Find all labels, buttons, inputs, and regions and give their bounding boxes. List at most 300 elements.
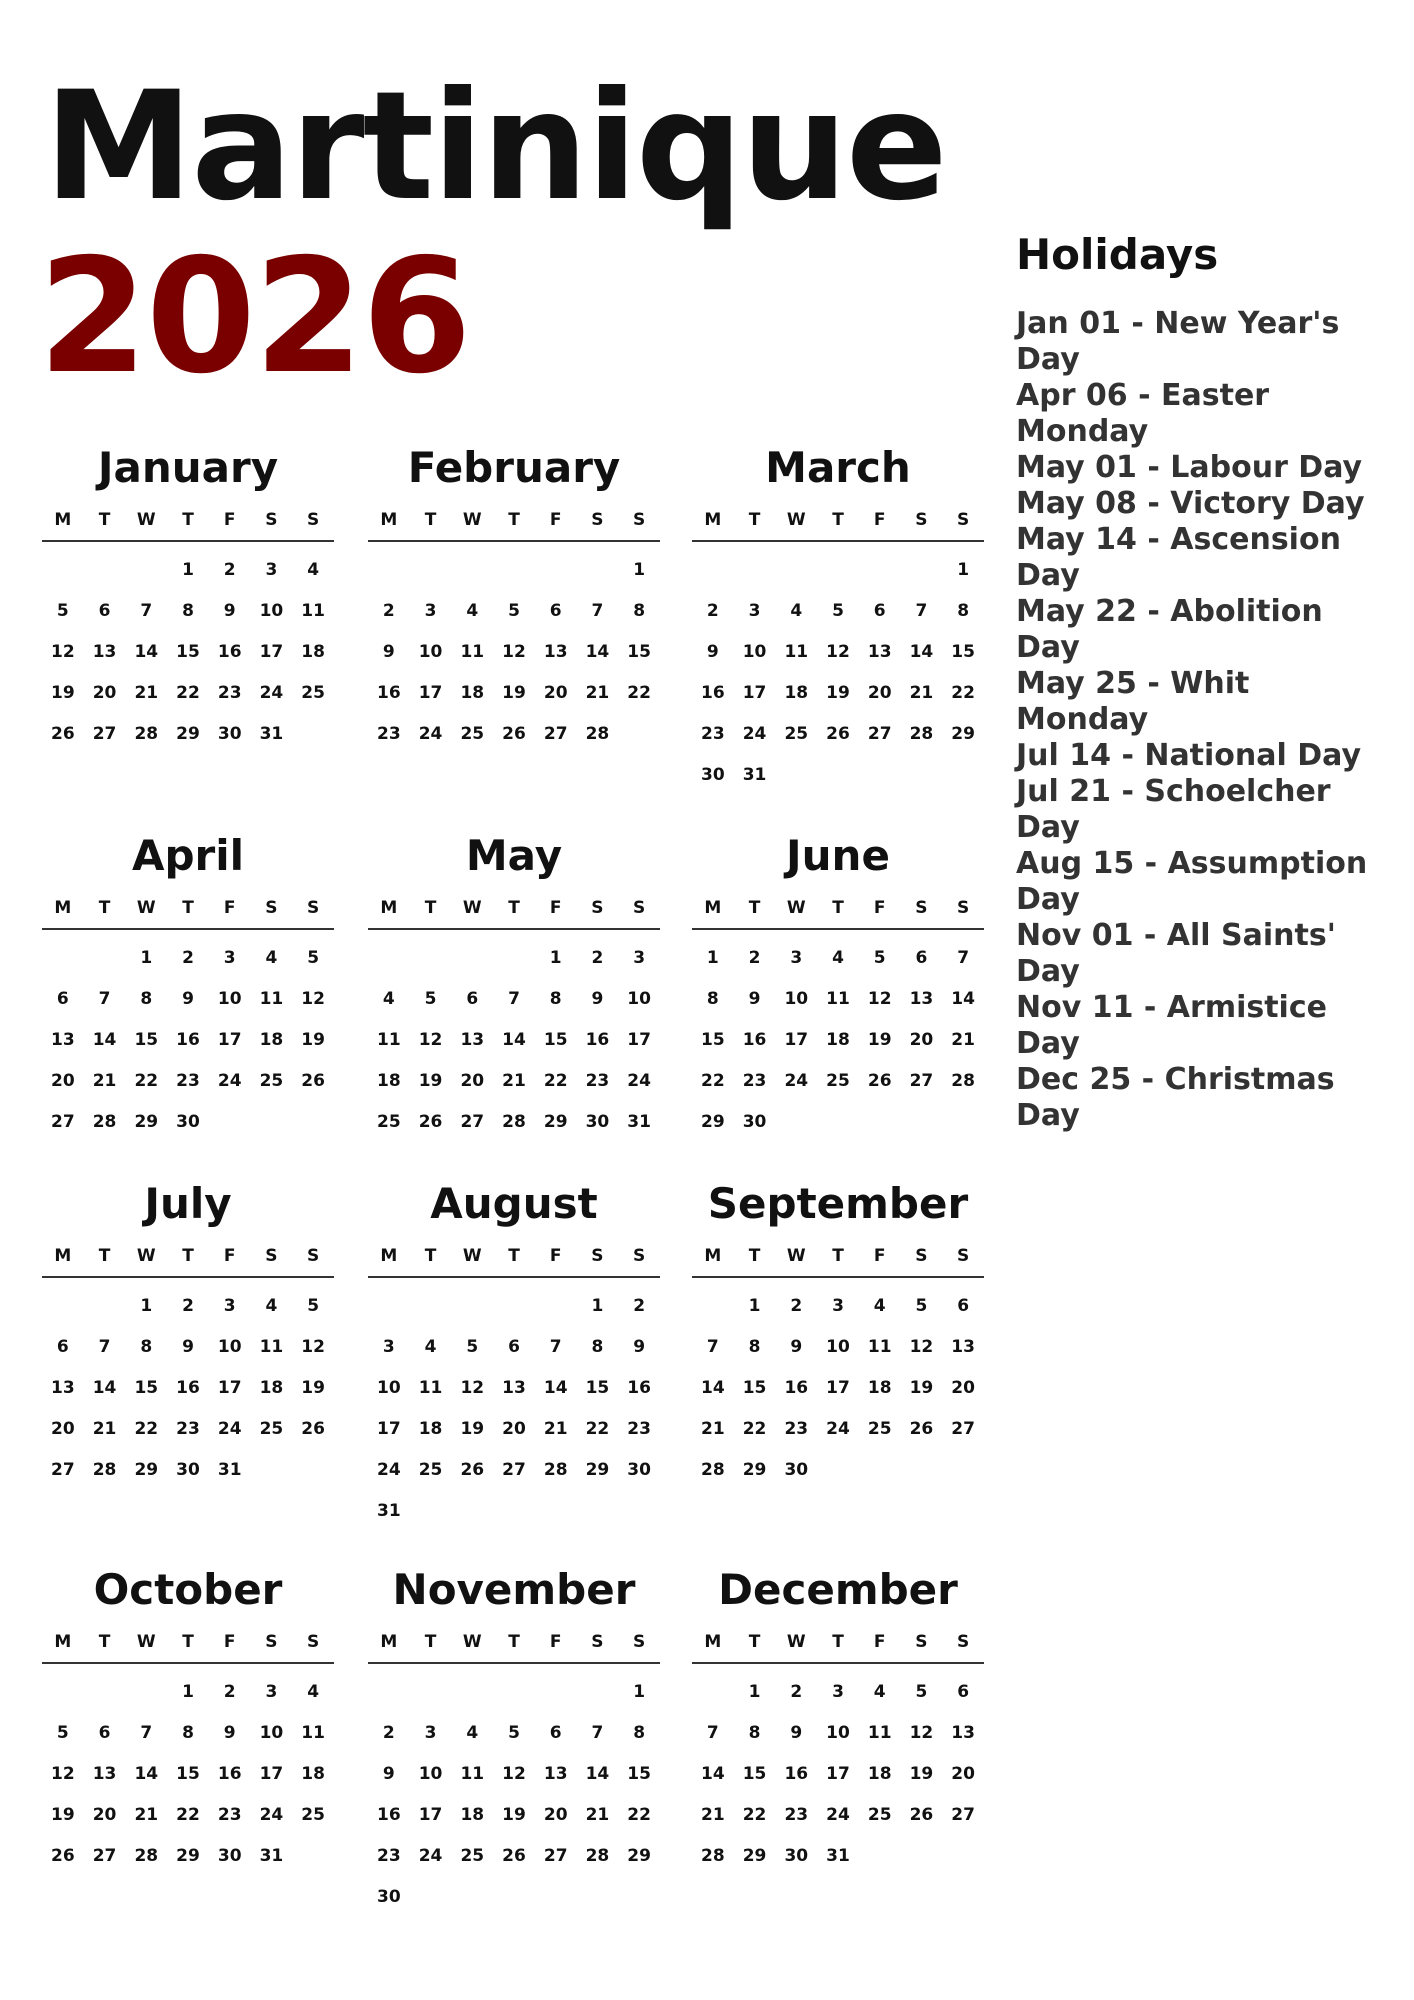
- day-cell: 30: [627, 1460, 651, 1480]
- day-cell: 7: [140, 601, 153, 621]
- month-april: [42, 828, 334, 1143]
- day-cell: 12: [826, 642, 850, 662]
- day-cell: 3: [748, 601, 761, 621]
- day-cell: 5: [915, 1296, 928, 1316]
- day-cell: 12: [909, 1337, 934, 1357]
- day-cell: 17: [784, 1030, 809, 1050]
- day-cell: 2: [790, 1682, 803, 1702]
- day-cell: 7: [706, 1337, 719, 1357]
- weekday-label: W: [136, 1246, 156, 1266]
- weekday-label: M: [54, 898, 72, 918]
- day-cell: 21: [134, 683, 159, 703]
- day-cell: 23: [701, 724, 725, 744]
- day-grid: [42, 1664, 334, 1877]
- calendar-year: 2026: [38, 225, 470, 409]
- day-cell: 18: [460, 683, 485, 703]
- weekday-label: F: [223, 1246, 236, 1266]
- day-cell: 30: [377, 1887, 401, 1907]
- day-cell: 10: [259, 601, 284, 621]
- day-cell: 16: [217, 1764, 242, 1784]
- day-cell: 16: [176, 1030, 200, 1050]
- day-cell: 20: [51, 1071, 75, 1091]
- month-name: March: [765, 443, 911, 492]
- day-cell: 6: [915, 948, 928, 968]
- day-cell: 4: [307, 560, 320, 580]
- day-cell: 2: [382, 1723, 395, 1743]
- empty-day-cell: [451, 1672, 493, 1713]
- day-cell: 9: [790, 1337, 803, 1357]
- day-cell: 27: [51, 1460, 75, 1480]
- day-cell: 17: [826, 1378, 850, 1398]
- day-cell: 7: [508, 989, 520, 1009]
- day-cell: 22: [543, 1071, 568, 1091]
- day-cell: 28: [543, 1460, 568, 1480]
- day-cell: 18: [377, 1071, 401, 1091]
- day-cell: 9: [223, 1723, 236, 1743]
- day-cell: 2: [633, 1296, 646, 1316]
- day-cell: 28: [909, 724, 934, 744]
- day-cell: 25: [826, 1071, 850, 1091]
- day-cell: 28: [502, 1112, 526, 1132]
- empty-day-cell: [692, 1286, 734, 1327]
- weekday-label: S: [915, 1246, 928, 1266]
- day-cell: 29: [742, 1846, 767, 1866]
- day-cell: 15: [134, 1378, 159, 1398]
- day-cell: 3: [382, 1337, 395, 1357]
- day-cell: 27: [92, 1846, 117, 1866]
- day-grid: [42, 930, 334, 1143]
- day-cell: 24: [784, 1071, 809, 1091]
- day-cell: 28: [92, 1460, 117, 1480]
- day-cell: 20: [543, 1805, 568, 1825]
- day-cell: 12: [51, 1764, 75, 1784]
- weekday-label: M: [380, 898, 398, 918]
- day-cell: 14: [701, 1764, 725, 1784]
- empty-day-cell: [817, 550, 859, 591]
- day-cell: 7: [140, 1723, 153, 1743]
- day-cell: 30: [176, 1112, 200, 1132]
- day-cell: 3: [223, 948, 236, 968]
- day-cell: 14: [134, 1764, 159, 1784]
- day-cell: 13: [92, 1764, 117, 1784]
- day-cell: 23: [585, 1071, 610, 1091]
- day-cell: 11: [784, 642, 809, 662]
- day-cell: 29: [742, 1460, 767, 1480]
- day-cell: 8: [706, 989, 719, 1009]
- day-cell: 7: [915, 601, 928, 621]
- empty-day-cell: [493, 938, 535, 979]
- weekday-label: M: [54, 1632, 72, 1652]
- weekday-label: T: [748, 1246, 761, 1266]
- day-grid: [692, 930, 984, 1143]
- day-cell: 18: [867, 1764, 892, 1784]
- day-cell: 8: [140, 1337, 153, 1357]
- day-cell: 30: [585, 1112, 610, 1132]
- day-cell: 26: [51, 1846, 75, 1866]
- day-cell: 19: [909, 1378, 934, 1398]
- day-cell: 10: [742, 642, 767, 662]
- holidays-panel: [1016, 232, 1386, 1134]
- empty-day-cell: [42, 550, 84, 591]
- empty-day-cell: [410, 1286, 452, 1327]
- day-cell: 16: [784, 1764, 809, 1784]
- day-cell: 7: [98, 1337, 111, 1357]
- day-cell: 7: [98, 989, 111, 1009]
- day-cell: 22: [627, 683, 651, 703]
- day-cell: 1: [748, 1296, 761, 1316]
- day-cell: 15: [585, 1378, 610, 1398]
- day-cell: 11: [301, 601, 325, 621]
- weekday-label: F: [549, 898, 562, 918]
- weekday-label: W: [136, 510, 156, 530]
- day-cell: 11: [460, 1764, 485, 1784]
- month-name: July: [144, 1179, 232, 1228]
- day-cell: 26: [826, 724, 850, 744]
- day-cell: 16: [627, 1378, 651, 1398]
- weekday-label: T: [508, 1246, 520, 1266]
- day-cell: 23: [217, 1805, 242, 1825]
- day-cell: 12: [867, 989, 892, 1009]
- day-cell: 24: [826, 1419, 850, 1439]
- empty-day-cell: [775, 550, 817, 591]
- day-cell: 20: [502, 1419, 526, 1439]
- day-cell: 10: [826, 1723, 850, 1743]
- weekday-label: S: [591, 1632, 604, 1652]
- day-cell: 6: [98, 1723, 111, 1743]
- holiday-item: Nov 11 - Armistice Day: [1016, 990, 1327, 1062]
- day-grid: [368, 1278, 660, 1532]
- empty-day-cell: [368, 1672, 410, 1713]
- day-cell: 31: [259, 724, 284, 744]
- calendar-title: Martinique: [44, 60, 946, 234]
- day-cell: 7: [591, 601, 604, 621]
- weekday-label: F: [873, 1632, 886, 1652]
- day-cell: 4: [466, 601, 479, 621]
- empty-day-cell: [577, 550, 619, 591]
- day-cell: 22: [134, 1419, 159, 1439]
- day-cell: 20: [867, 683, 892, 703]
- day-cell: 6: [873, 601, 886, 621]
- day-cell: 10: [627, 989, 651, 1009]
- weekday-label: S: [265, 1632, 278, 1652]
- day-cell: 31: [259, 1846, 284, 1866]
- holiday-item: May 08 - Victory Day: [1016, 486, 1365, 522]
- day-cell: 12: [502, 642, 526, 662]
- day-cell: 10: [259, 1723, 284, 1743]
- holiday-item: Jan 01 - New Year's Day: [1016, 306, 1340, 378]
- month-name: November: [392, 1565, 636, 1614]
- day-cell: 17: [217, 1378, 242, 1398]
- day-cell: 14: [92, 1030, 117, 1050]
- weekday-label: S: [957, 510, 970, 530]
- day-cell: 30: [784, 1460, 809, 1480]
- day-cell: 20: [460, 1071, 485, 1091]
- day-cell: 10: [418, 1764, 443, 1784]
- day-cell: 2: [748, 948, 761, 968]
- day-cell: 8: [633, 601, 646, 621]
- day-cell: 2: [182, 1296, 194, 1316]
- day-cell: 17: [217, 1030, 242, 1050]
- day-cell: 26: [418, 1112, 443, 1132]
- day-cell: 20: [92, 683, 117, 703]
- weekday-label: M: [704, 1246, 722, 1266]
- day-cell: 16: [784, 1378, 809, 1398]
- weekday-label: T: [98, 898, 111, 918]
- day-cell: 6: [549, 1723, 562, 1743]
- weekday-header: [42, 1246, 334, 1278]
- day-cell: 16: [377, 1805, 401, 1825]
- day-cell: 12: [460, 1378, 485, 1398]
- day-cell: 14: [701, 1378, 725, 1398]
- day-cell: 21: [701, 1805, 725, 1825]
- weekday-header: [42, 898, 334, 930]
- day-cell: 8: [748, 1337, 761, 1357]
- day-cell: 16: [701, 683, 725, 703]
- day-cell: 16: [585, 1030, 610, 1050]
- month-name: January: [97, 443, 279, 492]
- weekday-label: M: [704, 898, 722, 918]
- holiday-item: Nov 01 - All Saints' Day: [1016, 918, 1336, 990]
- weekday-label: M: [380, 1246, 398, 1266]
- day-cell: 11: [259, 989, 284, 1009]
- day-cell: 15: [742, 1764, 767, 1784]
- day-cell: 30: [701, 765, 725, 785]
- weekday-label: T: [182, 1632, 194, 1652]
- empty-day-cell: [451, 938, 493, 979]
- day-cell: 4: [873, 1296, 886, 1316]
- day-cell: 15: [134, 1030, 159, 1050]
- weekday-label: M: [380, 1632, 398, 1652]
- day-cell: 3: [790, 948, 803, 968]
- holidays-list: [1016, 306, 1386, 1134]
- day-grid: [692, 1278, 984, 1491]
- day-cell: 28: [134, 1846, 159, 1866]
- day-cell: 31: [627, 1112, 651, 1132]
- day-cell: 26: [502, 1846, 526, 1866]
- day-cell: 27: [543, 724, 568, 744]
- weekday-label: S: [265, 898, 278, 918]
- day-cell: 18: [784, 683, 809, 703]
- day-cell: 20: [951, 1378, 975, 1398]
- empty-day-cell: [125, 550, 167, 591]
- month-name: December: [718, 1565, 958, 1614]
- empty-day-cell: [859, 550, 901, 591]
- empty-day-cell: [535, 1286, 577, 1327]
- weekday-label: F: [549, 1632, 562, 1652]
- weekday-label: F: [223, 510, 236, 530]
- day-cell: 23: [377, 1846, 401, 1866]
- day-cell: 24: [418, 1846, 443, 1866]
- day-cell: 22: [701, 1071, 725, 1091]
- holiday-item: Dec 25 - Christmas Day: [1016, 1062, 1335, 1134]
- day-cell: 18: [826, 1030, 850, 1050]
- day-cell: 28: [701, 1460, 725, 1480]
- weekday-label: W: [462, 510, 482, 530]
- month-july: [42, 1176, 334, 1491]
- day-cell: 18: [259, 1030, 284, 1050]
- day-cell: 23: [784, 1805, 809, 1825]
- day-cell: 2: [223, 560, 236, 580]
- day-cell: 9: [706, 642, 719, 662]
- day-cell: 9: [790, 1723, 803, 1743]
- day-cell: 19: [909, 1764, 934, 1784]
- weekday-label: S: [591, 898, 604, 918]
- day-cell: 13: [51, 1030, 75, 1050]
- weekday-label: M: [704, 510, 722, 530]
- day-cell: 14: [134, 642, 159, 662]
- day-cell: 14: [585, 642, 610, 662]
- day-cell: 15: [951, 642, 975, 662]
- day-grid: [368, 930, 660, 1143]
- weekday-label: W: [786, 898, 806, 918]
- day-cell: 12: [909, 1723, 934, 1743]
- day-cell: 26: [301, 1419, 325, 1439]
- day-cell: 20: [909, 1030, 934, 1050]
- empty-day-cell: [368, 938, 410, 979]
- day-cell: 29: [627, 1846, 651, 1866]
- empty-day-cell: [901, 550, 943, 591]
- day-cell: 13: [51, 1378, 75, 1398]
- holiday-item: Apr 06 - Easter Monday: [1016, 378, 1270, 450]
- day-cell: 29: [543, 1112, 568, 1132]
- day-cell: 5: [832, 601, 844, 621]
- day-cell: 8: [549, 989, 562, 1009]
- day-cell: 19: [502, 683, 526, 703]
- weekday-label: S: [957, 898, 970, 918]
- month-name: April: [131, 831, 245, 880]
- day-cell: 5: [307, 1296, 320, 1316]
- day-cell: 15: [627, 1764, 651, 1784]
- weekday-label: S: [307, 1632, 320, 1652]
- day-cell: 1: [591, 1296, 604, 1316]
- day-cell: 30: [742, 1112, 767, 1132]
- day-cell: 21: [92, 1419, 117, 1439]
- day-cell: 11: [301, 1723, 325, 1743]
- day-cell: 12: [301, 1337, 325, 1357]
- day-cell: 29: [176, 724, 200, 744]
- empty-day-cell: [410, 1672, 452, 1713]
- empty-day-cell: [125, 1672, 167, 1713]
- holiday-item: May 25 - Whit Monday: [1016, 666, 1250, 738]
- month-august: [368, 1176, 660, 1532]
- day-cell: 21: [951, 1030, 975, 1050]
- month-november: [368, 1562, 660, 1918]
- day-cell: 6: [957, 1682, 970, 1702]
- empty-day-cell: [42, 938, 84, 979]
- day-cell: 19: [301, 1030, 325, 1050]
- weekday-label: W: [462, 1246, 482, 1266]
- day-cell: 4: [424, 1337, 437, 1357]
- weekday-header: [42, 510, 334, 542]
- day-cell: 15: [701, 1030, 725, 1050]
- day-cell: 21: [585, 683, 610, 703]
- weekday-label: T: [98, 1246, 111, 1266]
- day-cell: 9: [223, 601, 236, 621]
- day-cell: 1: [549, 948, 562, 968]
- day-cell: 6: [549, 601, 562, 621]
- holiday-item: Jul 14 - National Day: [1016, 738, 1362, 774]
- day-cell: 5: [56, 601, 69, 621]
- day-cell: 1: [633, 1682, 646, 1702]
- month-january: [42, 440, 334, 755]
- day-cell: 13: [867, 642, 892, 662]
- day-cell: 12: [502, 1764, 526, 1784]
- day-cell: 31: [826, 1846, 850, 1866]
- day-cell: 3: [832, 1296, 844, 1316]
- day-cell: 4: [382, 989, 395, 1009]
- empty-day-cell: [368, 1286, 410, 1327]
- day-cell: 29: [951, 724, 975, 744]
- day-cell: 5: [508, 1723, 520, 1743]
- day-cell: 6: [957, 1296, 970, 1316]
- weekday-label: W: [786, 1632, 806, 1652]
- day-cell: 27: [909, 1071, 934, 1091]
- day-cell: 24: [627, 1071, 651, 1091]
- month-september: [692, 1176, 984, 1491]
- day-cell: 2: [382, 601, 395, 621]
- weekday-label: F: [873, 1246, 886, 1266]
- day-cell: 25: [259, 1071, 284, 1091]
- day-cell: 22: [627, 1805, 651, 1825]
- day-cell: 15: [543, 1030, 568, 1050]
- day-cell: 10: [826, 1337, 850, 1357]
- day-cell: 1: [140, 948, 153, 968]
- day-cell: 11: [460, 642, 485, 662]
- day-cell: 24: [418, 724, 443, 744]
- weekday-label: T: [748, 1632, 761, 1652]
- empty-day-cell: [84, 1672, 126, 1713]
- holiday-item: May 22 - Abolition Day: [1016, 594, 1323, 666]
- day-cell: 13: [951, 1723, 975, 1743]
- day-cell: 20: [951, 1764, 975, 1784]
- day-cell: 25: [867, 1805, 892, 1825]
- day-grid: [368, 1664, 660, 1918]
- day-cell: 21: [92, 1071, 117, 1091]
- day-cell: 26: [460, 1460, 485, 1480]
- day-cell: 18: [460, 1805, 485, 1825]
- day-cell: 9: [633, 1337, 646, 1357]
- day-cell: 10: [784, 989, 809, 1009]
- day-cell: 25: [867, 1419, 892, 1439]
- day-cell: 8: [591, 1337, 604, 1357]
- weekday-label: F: [549, 1246, 562, 1266]
- day-cell: 29: [701, 1112, 725, 1132]
- day-cell: 18: [301, 642, 325, 662]
- day-cell: 5: [915, 1682, 928, 1702]
- weekday-label: T: [748, 898, 761, 918]
- day-cell: 17: [259, 642, 284, 662]
- day-cell: 3: [424, 1723, 437, 1743]
- day-cell: 3: [223, 1296, 236, 1316]
- day-cell: 2: [790, 1296, 803, 1316]
- day-cell: 5: [466, 1337, 479, 1357]
- weekday-label: T: [508, 510, 520, 530]
- day-cell: 19: [460, 1419, 485, 1439]
- day-cell: 6: [508, 1337, 520, 1357]
- day-cell: 24: [742, 724, 767, 744]
- weekday-label: T: [98, 1632, 111, 1652]
- weekday-header: [692, 510, 984, 542]
- day-cell: 26: [301, 1071, 325, 1091]
- empty-day-cell: [84, 550, 126, 591]
- weekday-label: F: [873, 510, 886, 530]
- empty-day-cell: [577, 1672, 619, 1713]
- day-cell: 31: [377, 1501, 401, 1521]
- day-cell: 13: [92, 642, 117, 662]
- day-cell: 4: [790, 601, 803, 621]
- day-cell: 24: [826, 1805, 850, 1825]
- weekday-label: T: [424, 1246, 437, 1266]
